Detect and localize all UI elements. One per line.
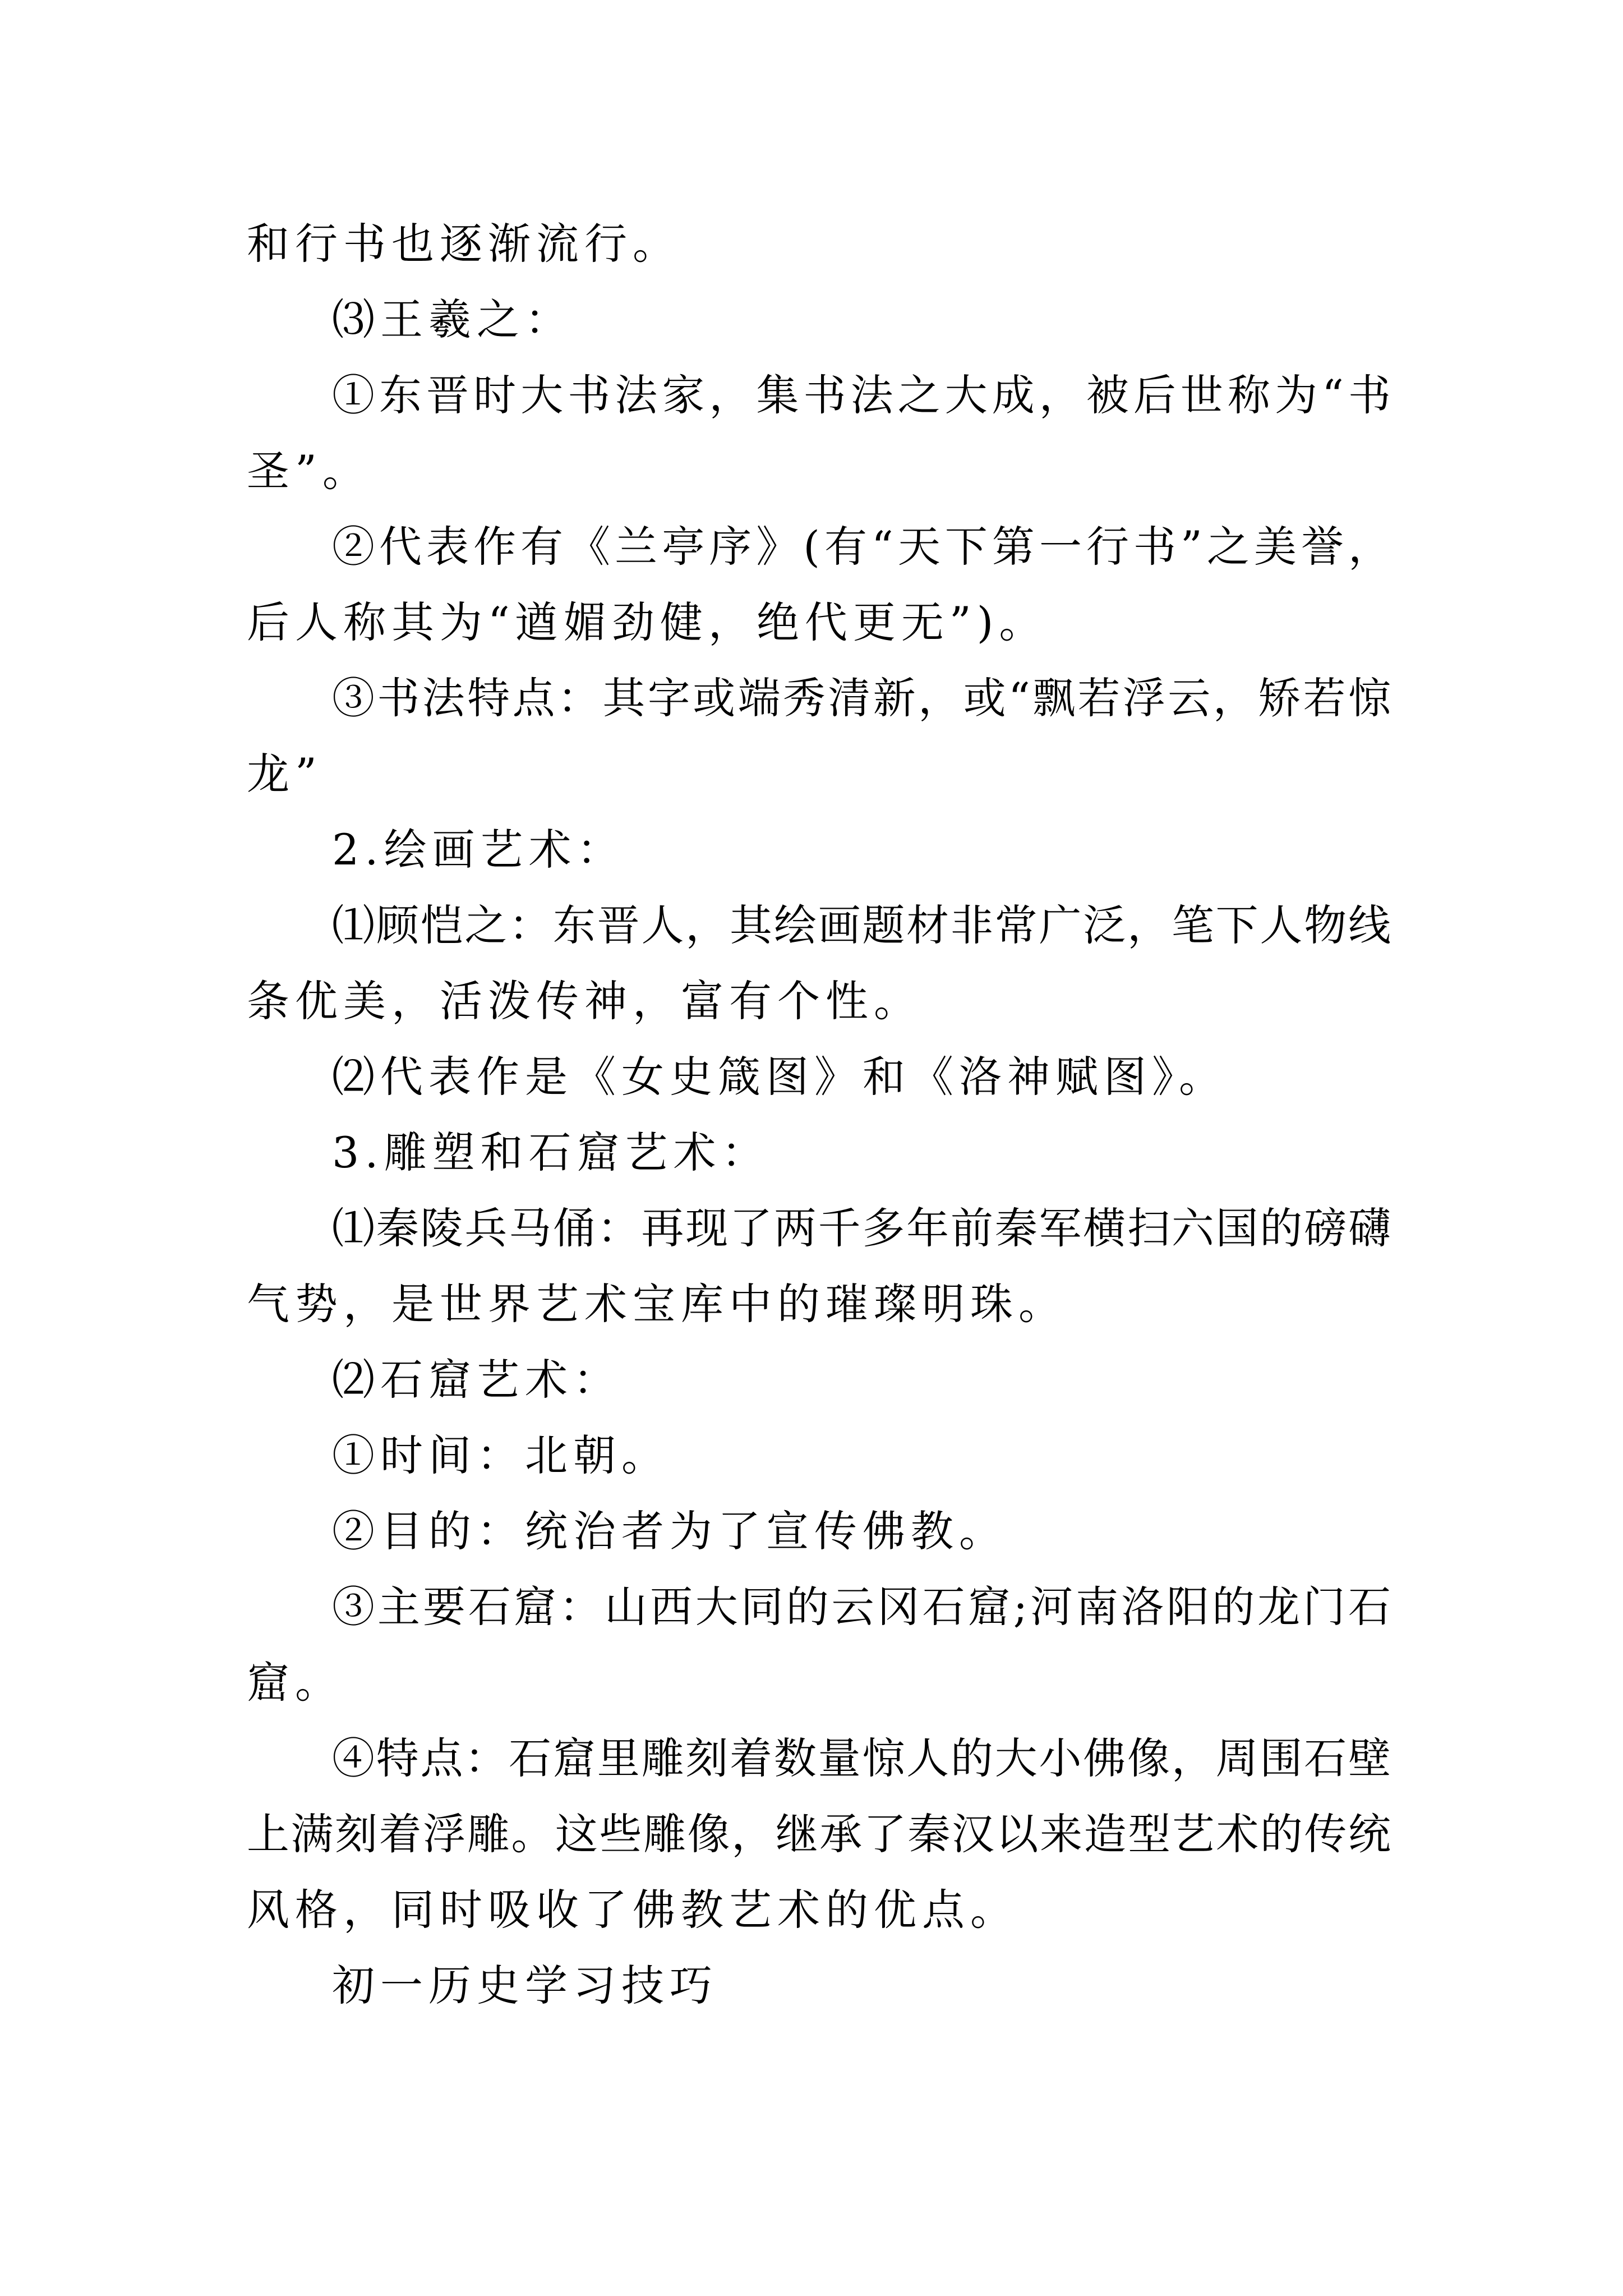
text-line: 上满刻着浮雕。这些雕像，继承了秦汉以来造型艺术的传统: [247, 1809, 1391, 1859]
text-line: 气势，是世界艺术宝库中的璀璨明珠。: [247, 1279, 1067, 1329]
section-heading: 3.雕塑和石窟艺术：: [332, 1128, 770, 1177]
text-line: 圣”。: [247, 446, 371, 496]
text-line: ②目的：统治者为了宣传佛教。: [332, 1506, 1007, 1556]
text-line: 条优美，活泼传神，富有个性。: [247, 976, 922, 1026]
text-line: ⑴顾恺之：东晋人，其绘画题材非常广泛，笔下人物线: [332, 900, 1391, 950]
text-line: ①时间：北朝。: [332, 1430, 670, 1480]
text-line: 风格，同时吸收了佛教艺术的优点。: [247, 1885, 1018, 1935]
text-line: ⑵代表作是《女史箴图》和《洛神赋图》。: [332, 1052, 1227, 1102]
section-heading: 初一历史学习技巧: [332, 1961, 718, 2010]
text-line: 窟。: [247, 1658, 343, 1708]
text-line: 后人称其为“遒媚劲健，绝代更无”)。: [247, 597, 1048, 647]
text-line: ④特点：石窟里雕刻着数量惊人的大小佛像，周围石壁: [332, 1733, 1391, 1783]
section-heading: 2.绘画艺术：: [332, 825, 625, 875]
text-line: ⑵石窟艺术：: [332, 1355, 621, 1405]
text-line: ⑶王羲之：: [332, 295, 573, 344]
text-line: ⑴秦陵兵马俑：再现了两千多年前秦军横扫六国的磅礴: [332, 1203, 1391, 1253]
text-line: ③主要石窟：山西大同的云冈石窟;河南洛阳的龙门石: [332, 1582, 1391, 1632]
text-line: 龙”: [247, 749, 322, 799]
text-line: ②代表作有《兰亭序》(有“天下第一行书”之美誉，: [332, 522, 1391, 572]
text-line: 和行书也逐渐流行。: [247, 219, 681, 269]
text-line: ③书法特点：其字或端秀清新，或“飘若浮云，矫若惊: [332, 673, 1391, 723]
text-line: ①东晋时大书法家，集书法之大成，被后世称为“书: [332, 370, 1391, 420]
